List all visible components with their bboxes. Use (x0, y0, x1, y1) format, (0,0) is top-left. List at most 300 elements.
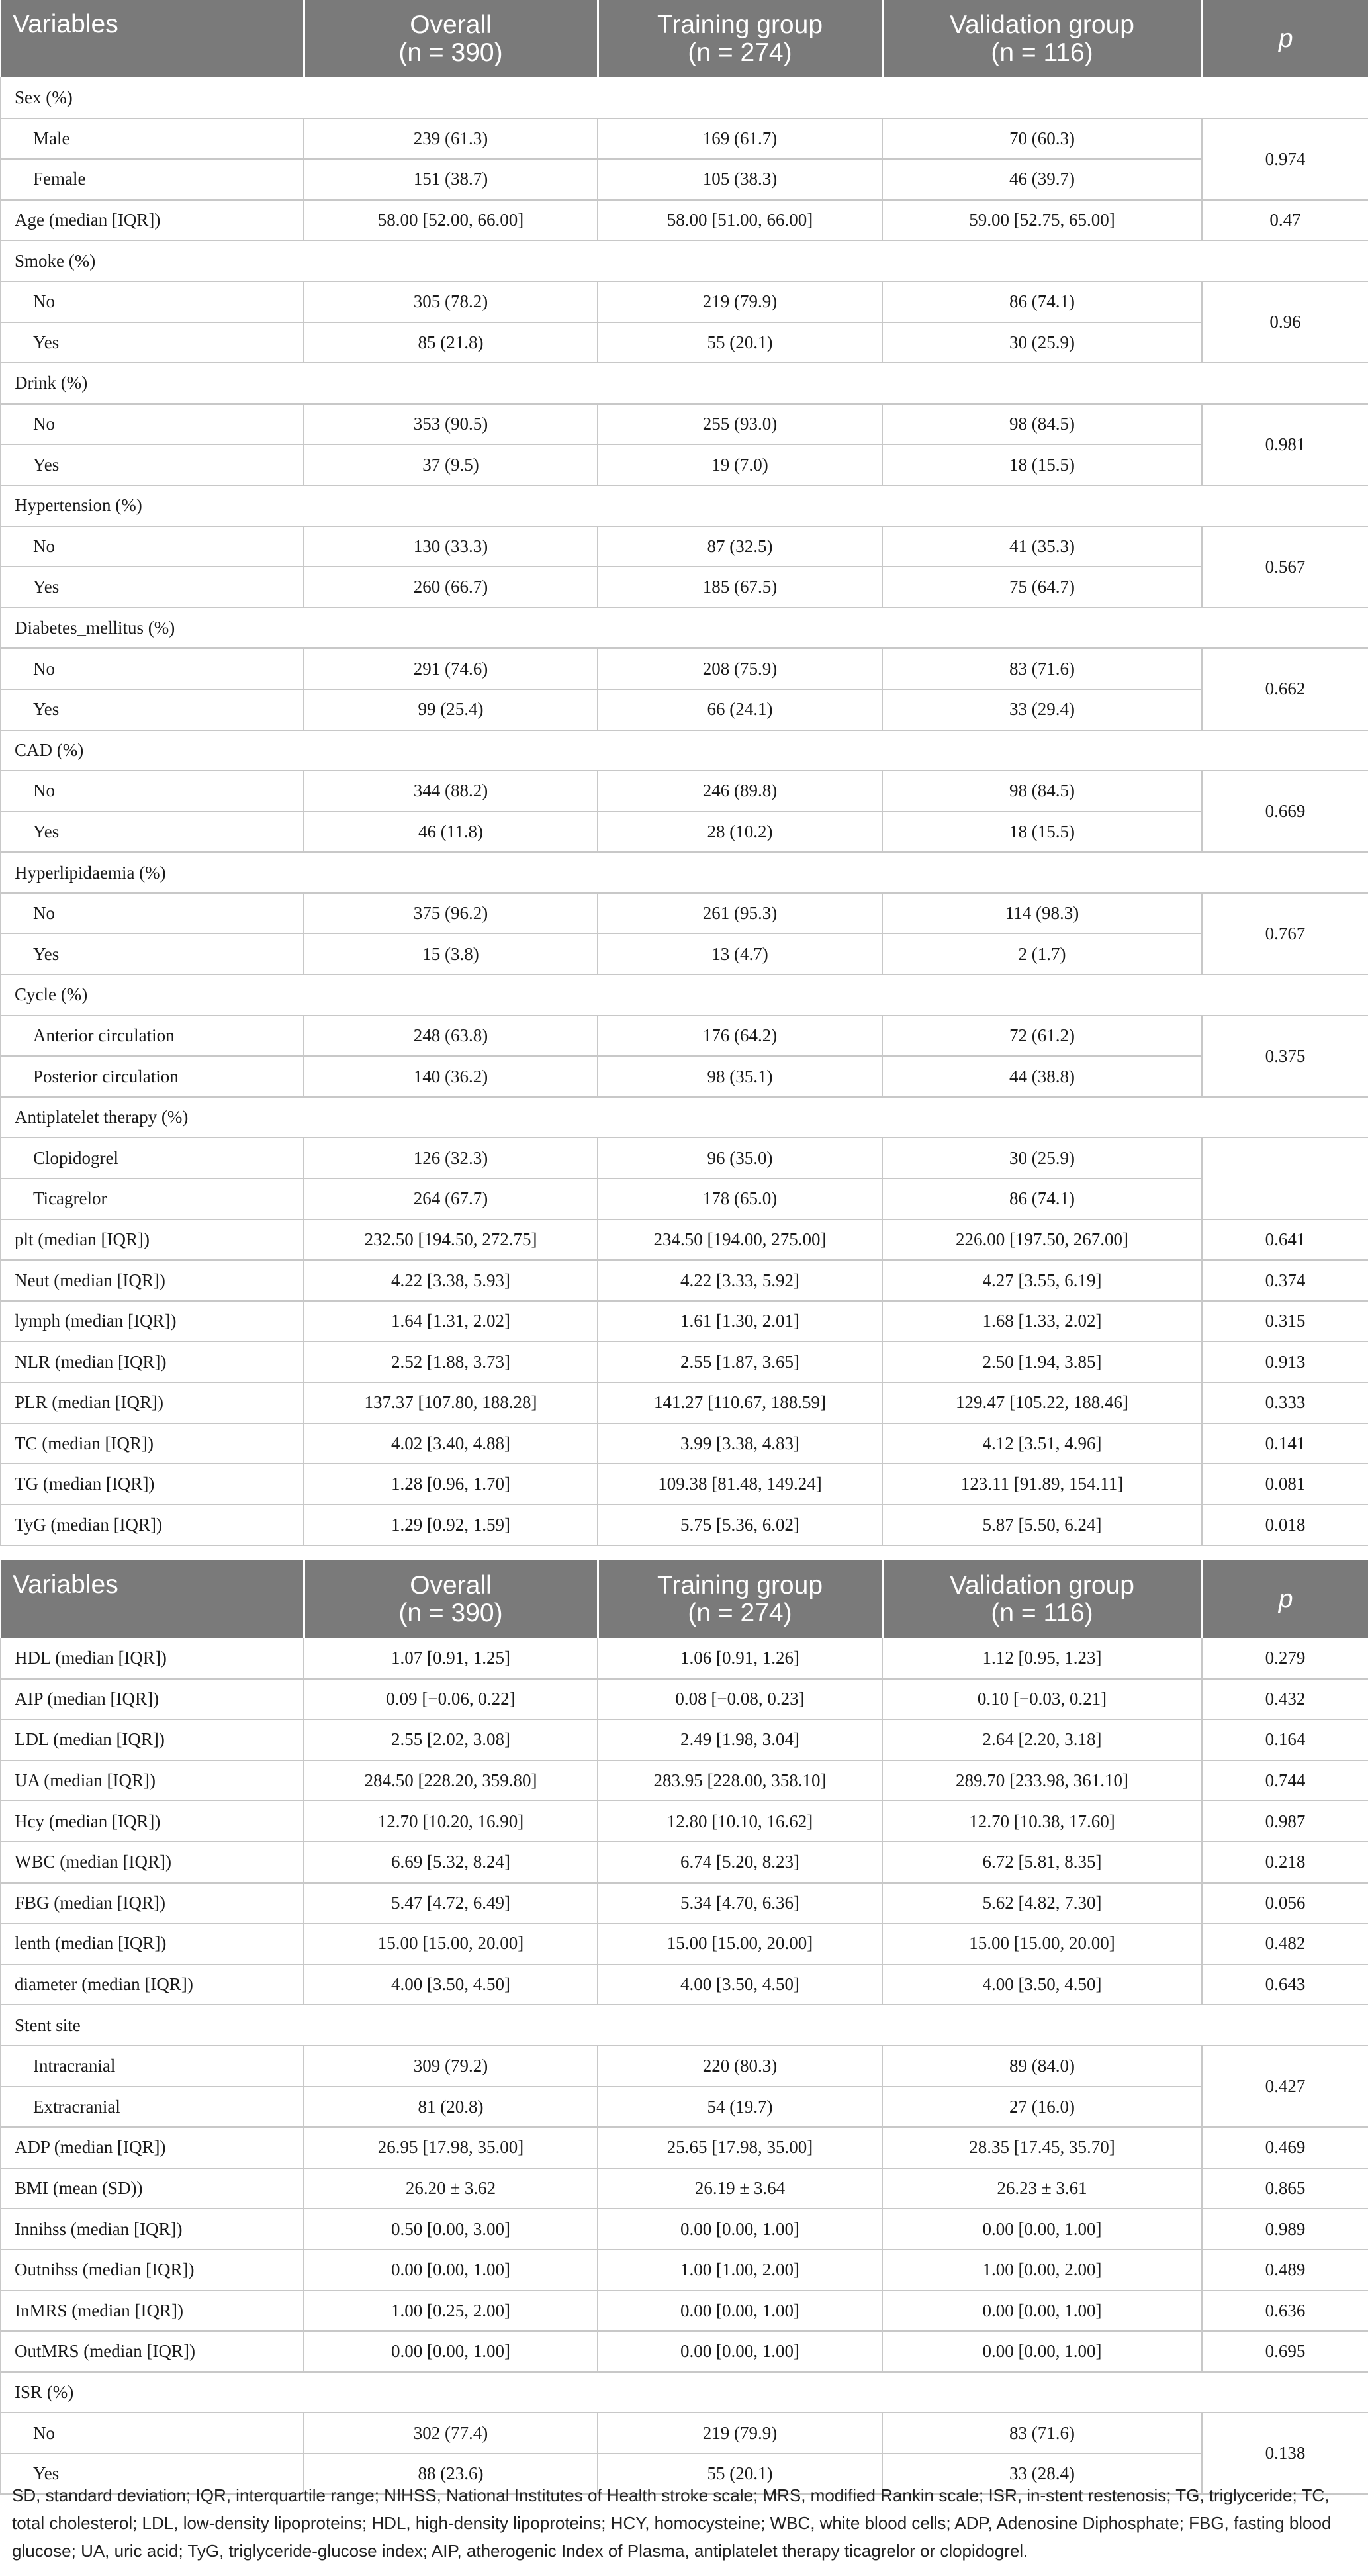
training-value: 255 (93.0) (598, 404, 882, 445)
table-row (1, 1016, 1368, 1057)
overall-value: 58.00 [52.00, 66.00] (304, 200, 598, 241)
variable-label: Intracranial (1, 2046, 304, 2087)
validation-value: 30 (25.9) (882, 1137, 1202, 1178)
validation-value: 98 (84.5) (882, 404, 1202, 445)
validation-value: 70 (60.3) (882, 119, 1202, 160)
overall-value: 264 (67.7) (304, 1178, 598, 1219)
p-value: 0.432 (1202, 1679, 1368, 1720)
p-value: 0.641 (1202, 1219, 1368, 1261)
validation-value: 2 (1.7) (882, 933, 1202, 975)
training-value: 4.22 [3.33, 5.92] (598, 1260, 882, 1301)
validation-value: 33 (28.4) (882, 2454, 1202, 2495)
variable-label: Yes (1, 812, 304, 853)
overall-value: 302 (77.4) (304, 2412, 598, 2454)
category-label: CAD (%) (1, 730, 1368, 771)
validation-value: 30 (25.9) (882, 322, 1202, 363)
table-row (1, 1760, 1368, 1801)
training-value: 58.00 [51.00, 66.00] (598, 200, 882, 241)
overall-value: 15 (3.8) (304, 933, 598, 975)
variable-label: No (1, 893, 304, 934)
table-row (1, 1301, 1368, 1342)
validation-value: 4.27 [3.55, 6.19] (882, 1260, 1202, 1301)
variable-label: TC (median [IQR]) (1, 1423, 304, 1464)
training-value: 105 (38.3) (598, 159, 882, 200)
overall-value: 0.00 [0.00, 1.00] (304, 2331, 598, 2372)
variable-label: TyG (median [IQR]) (1, 1505, 304, 1546)
category-label: Drink (%) (1, 363, 1368, 404)
header-validation-label: Validation group (950, 1570, 1134, 1599)
training-value: 1.00 [1.00, 2.00] (598, 2250, 882, 2291)
training-value: 246 (89.8) (598, 771, 882, 812)
header-p: p (1278, 1584, 1293, 1613)
table-row (1, 322, 1368, 363)
validation-value: 1.12 [0.95, 1.23] (882, 1638, 1202, 1679)
table-row (1, 119, 1368, 160)
training-value: 96 (35.0) (598, 1137, 882, 1178)
training-value: 220 (80.3) (598, 2046, 882, 2087)
variable-label: Neut (median [IQR]) (1, 1260, 304, 1301)
table-header-row (1, 1560, 1368, 1638)
variable-label: HDL (median [IQR]) (1, 1638, 304, 1679)
table-row (1, 1260, 1368, 1301)
category-row (1, 2005, 1368, 2046)
variable-label: ADP (median [IQR]) (1, 2127, 304, 2168)
table-row (1, 2127, 1368, 2168)
validation-value: 123.11 [91.89, 154.11] (882, 1464, 1202, 1505)
training-value: 283.95 [228.00, 358.10] (598, 1760, 882, 1801)
training-value: 185 (67.5) (598, 567, 882, 608)
validation-value: 4.12 [3.51, 4.96] (882, 1423, 1202, 1464)
validation-value: 18 (15.5) (882, 444, 1202, 485)
training-value: 109.38 [81.48, 149.24] (598, 1464, 882, 1505)
overall-value: 248 (63.8) (304, 1016, 598, 1057)
category-row (1, 975, 1368, 1016)
table-row (1, 1423, 1368, 1464)
validation-value: 41 (35.3) (882, 526, 1202, 567)
category-row (1, 485, 1368, 526)
p-value: 0.636 (1202, 2291, 1368, 2332)
variable-label: Clopidogrel (1, 1137, 304, 1178)
training-value: 54 (19.7) (598, 2087, 882, 2128)
validation-value: 98 (84.5) (882, 771, 1202, 812)
p-value: 0.987 (1202, 1801, 1368, 1842)
overall-value: 5.47 [4.72, 6.49] (304, 1883, 598, 1924)
category-label: Diabetes_mellitus (%) (1, 608, 1368, 649)
table-row (1, 2046, 1368, 2087)
overall-value: 151 (38.7) (304, 159, 598, 200)
table-row (1, 1341, 1368, 1382)
p-value: 0.47 (1202, 200, 1368, 241)
category-label: ISR (%) (1, 2372, 1368, 2413)
overall-value: 344 (88.2) (304, 771, 598, 812)
variable-label: lymph (median [IQR]) (1, 1301, 304, 1342)
header-p: p (1278, 24, 1293, 53)
training-value: 178 (65.0) (598, 1178, 882, 1219)
header-variables: Variables (1, 0, 304, 77)
validation-value: 5.62 [4.82, 7.30] (882, 1883, 1202, 1924)
validation-value: 6.72 [5.81, 8.35] (882, 1842, 1202, 1883)
validation-value: 1.68 [1.33, 2.02] (882, 1301, 1202, 1342)
variable-label: OutMRS (median [IQR]) (1, 2331, 304, 2372)
category-row (1, 240, 1368, 281)
p-value: 0.981 (1202, 404, 1368, 485)
category-row (1, 77, 1368, 119)
training-value: 12.80 [10.10, 16.62] (598, 1801, 882, 1842)
table-row (1, 2209, 1368, 2250)
category-label: Hypertension (%) (1, 485, 1368, 526)
table-row (1, 2168, 1368, 2209)
p-value: 0.669 (1202, 771, 1368, 852)
p-value: 0.427 (1202, 2046, 1368, 2127)
baseline-table-part-2 (0, 1560, 1368, 2495)
header-validation-n: (n = 116) (991, 38, 1093, 67)
validation-value: 27 (16.0) (882, 2087, 1202, 2128)
table-row (1, 1964, 1368, 2005)
variable-label: Outnihss (median [IQR]) (1, 2250, 304, 2291)
category-row (1, 608, 1368, 649)
table-row (1, 1638, 1368, 1679)
training-value: 98 (35.1) (598, 1056, 882, 1097)
variable-label: plt (median [IQR]) (1, 1219, 304, 1261)
table-row (1, 1219, 1368, 1261)
overall-value: 1.00 [0.25, 2.00] (304, 2291, 598, 2332)
table-row (1, 526, 1368, 567)
p-value: 0.218 (1202, 1842, 1368, 1883)
variable-label: Female (1, 159, 304, 200)
validation-value: 44 (38.8) (882, 1056, 1202, 1097)
training-value: 0.00 [0.00, 1.00] (598, 2209, 882, 2250)
variable-label: Posterior circulation (1, 1056, 304, 1097)
p-value: 0.138 (1202, 2412, 1368, 2494)
variable-label: Yes (1, 933, 304, 975)
training-value: 176 (64.2) (598, 1016, 882, 1057)
table-row (1, 1679, 1368, 1720)
table-row (1, 200, 1368, 241)
header-overall (304, 1560, 598, 1638)
p-value: 0.974 (1202, 119, 1368, 200)
variable-label: Ticagrelor (1, 1178, 304, 1219)
validation-value: 0.10 [−0.03, 0.21] (882, 1679, 1202, 1720)
overall-value: 4.02 [3.40, 4.88] (304, 1423, 598, 1464)
overall-value: 15.00 [15.00, 20.00] (304, 1923, 598, 1964)
variable-label: Innihss (median [IQR]) (1, 2209, 304, 2250)
validation-value: 2.50 [1.94, 3.85] (882, 1341, 1202, 1382)
training-value: 5.75 [5.36, 6.02] (598, 1505, 882, 1546)
table-row (1, 2250, 1368, 2291)
training-value: 19 (7.0) (598, 444, 882, 485)
header-overall-label: Overall (410, 10, 492, 39)
table-row (1, 404, 1368, 445)
training-value: 6.74 [5.20, 8.23] (598, 1842, 882, 1883)
overall-value: 12.70 [10.20, 16.90] (304, 1801, 598, 1842)
header-validation (882, 1560, 1202, 1638)
training-value: 55 (20.1) (598, 2454, 882, 2495)
overall-value: 1.28 [0.96, 1.70] (304, 1464, 598, 1505)
p-value: 0.662 (1202, 648, 1368, 730)
overall-value: 1.64 [1.31, 2.02] (304, 1301, 598, 1342)
p-value: 0.482 (1202, 1923, 1368, 1964)
validation-value: 5.87 [5.50, 6.24] (882, 1505, 1202, 1546)
validation-value: 289.70 [233.98, 361.10] (882, 1760, 1202, 1801)
table-row (1, 1382, 1368, 1423)
validation-value: 75 (64.7) (882, 567, 1202, 608)
validation-value: 83 (71.6) (882, 2412, 1202, 2454)
validation-value: 129.47 [105.22, 188.46] (882, 1382, 1202, 1423)
table-row (1, 812, 1368, 853)
table-row (1, 1719, 1368, 1760)
overall-value: 130 (33.3) (304, 526, 598, 567)
header-overall-n: (n = 390) (398, 38, 503, 67)
validation-value: 28.35 [17.45, 35.70] (882, 2127, 1202, 2168)
variable-label: No (1, 404, 304, 445)
variable-label: InMRS (median [IQR]) (1, 2291, 304, 2332)
header-validation-label: Validation group (950, 10, 1134, 39)
variable-label: Yes (1, 322, 304, 363)
variable-label: BMI (mean (SD)) (1, 2168, 304, 2209)
variable-label: Yes (1, 444, 304, 485)
variable-label: UA (median [IQR]) (1, 1760, 304, 1801)
validation-value: 72 (61.2) (882, 1016, 1202, 1057)
validation-value: 59.00 [52.75, 65.00] (882, 200, 1202, 241)
overall-value: 1.29 [0.92, 1.59] (304, 1505, 598, 1546)
variable-label: lenth (median [IQR]) (1, 1923, 304, 1964)
table-row (1, 1505, 1368, 1546)
p-value: 0.913 (1202, 1341, 1368, 1382)
training-value: 5.34 [4.70, 6.36] (598, 1883, 882, 1924)
training-value: 1.06 [0.91, 1.26] (598, 1638, 882, 1679)
overall-value: 137.37 [107.80, 188.28] (304, 1382, 598, 1423)
validation-value: 33 (29.4) (882, 689, 1202, 730)
variable-label: No (1, 771, 304, 812)
table-row (1, 2412, 1368, 2454)
p-value: 0.989 (1202, 2209, 1368, 2250)
p-value: 0.164 (1202, 1719, 1368, 1760)
overall-value: 309 (79.2) (304, 2046, 598, 2087)
variable-label: Anterior circulation (1, 1016, 304, 1057)
p-value: 0.018 (1202, 1505, 1368, 1546)
header-training-n: (n = 274) (688, 38, 792, 67)
overall-value: 85 (21.8) (304, 322, 598, 363)
table-row (1, 2291, 1368, 2332)
table-row (1, 1801, 1368, 1842)
validation-value: 86 (74.1) (882, 1178, 1202, 1219)
p-value: 0.744 (1202, 1760, 1368, 1801)
validation-value: 46 (39.7) (882, 159, 1202, 200)
overall-value: 305 (78.2) (304, 281, 598, 322)
variable-label: No (1, 2412, 304, 2454)
training-value: 28 (10.2) (598, 812, 882, 853)
table-row (1, 689, 1368, 730)
overall-value: 6.69 [5.32, 8.24] (304, 1842, 598, 1883)
p-value (1202, 1137, 1368, 1219)
variable-label: FBG (median [IQR]) (1, 1883, 304, 1924)
overall-value: 2.52 [1.88, 3.73] (304, 1341, 598, 1382)
overall-value: 284.50 [228.20, 359.80] (304, 1760, 598, 1801)
overall-value: 232.50 [194.50, 272.75] (304, 1219, 598, 1261)
variable-label: Extracranial (1, 2087, 304, 2128)
header-training-n: (n = 274) (688, 1598, 792, 1627)
p-value: 0.567 (1202, 526, 1368, 608)
category-row (1, 852, 1368, 893)
table-row (1, 1178, 1368, 1219)
validation-value: 0.00 [0.00, 1.00] (882, 2331, 1202, 2372)
training-value: 219 (79.9) (598, 281, 882, 322)
training-value: 261 (95.3) (598, 893, 882, 934)
p-value: 0.695 (1202, 2331, 1368, 2372)
training-value: 87 (32.5) (598, 526, 882, 567)
validation-value: 0.00 [0.00, 1.00] (882, 2209, 1202, 2250)
overall-value: 88 (23.6) (304, 2454, 598, 2495)
overall-value: 140 (36.2) (304, 1056, 598, 1097)
overall-value: 4.00 [3.50, 4.50] (304, 1964, 598, 2005)
p-value: 0.865 (1202, 2168, 1368, 2209)
overall-value: 0.00 [0.00, 1.00] (304, 2250, 598, 2291)
table-row (1, 1056, 1368, 1097)
overall-value: 4.22 [3.38, 5.93] (304, 1260, 598, 1301)
variable-label: No (1, 281, 304, 322)
table-row (1, 771, 1368, 812)
table-row (1, 1842, 1368, 1883)
header-overall-label: Overall (410, 1570, 492, 1599)
table-row (1, 444, 1368, 485)
overall-value: 0.50 [0.00, 3.00] (304, 2209, 598, 2250)
training-value: 0.00 [0.00, 1.00] (598, 2291, 882, 2332)
table-row (1, 1137, 1368, 1178)
training-value: 208 (75.9) (598, 648, 882, 689)
variable-label: Yes (1, 689, 304, 730)
p-value: 0.141 (1202, 1423, 1368, 1464)
p-value: 0.081 (1202, 1464, 1368, 1505)
header-training-label: Training group (657, 10, 823, 39)
variable-label: TG (median [IQR]) (1, 1464, 304, 1505)
training-value: 2.49 [1.98, 3.04] (598, 1719, 882, 1760)
category-label: Antiplatelet therapy (%) (1, 1097, 1368, 1138)
table-row (1, 159, 1368, 200)
overall-value: 1.07 [0.91, 1.25] (304, 1638, 598, 1679)
header-validation-n: (n = 116) (991, 1598, 1093, 1627)
overall-value: 26.20 ± 3.62 (304, 2168, 598, 2209)
validation-value: 18 (15.5) (882, 812, 1202, 853)
variable-label: diameter (median [IQR]) (1, 1964, 304, 2005)
training-value: 55 (20.1) (598, 322, 882, 363)
overall-value: 37 (9.5) (304, 444, 598, 485)
training-value: 25.65 [17.98, 35.00] (598, 2127, 882, 2168)
category-label: Hyperlipidaemia (%) (1, 852, 1368, 893)
variable-label: NLR (median [IQR]) (1, 1341, 304, 1382)
p-value: 0.279 (1202, 1638, 1368, 1679)
variable-label: Age (median [IQR]) (1, 200, 304, 241)
training-value: 0.08 [−0.08, 0.23] (598, 1679, 882, 1720)
table-row (1, 893, 1368, 934)
training-value: 3.99 [3.38, 4.83] (598, 1423, 882, 1464)
variable-label: Hcy (median [IQR]) (1, 1801, 304, 1842)
header-training-label: Training group (657, 1570, 823, 1599)
validation-value: 0.00 [0.00, 1.00] (882, 2291, 1202, 2332)
overall-value: 0.09 [−0.06, 0.22] (304, 1679, 598, 1720)
table-row (1, 567, 1368, 608)
variable-label: PLR (median [IQR]) (1, 1382, 304, 1423)
variable-label: Yes (1, 2454, 304, 2495)
variable-label: AIP (median [IQR]) (1, 1679, 304, 1720)
variable-label: Male (1, 119, 304, 160)
table-body-part-1 (1, 77, 1368, 1545)
variable-label: No (1, 648, 304, 689)
table-row (1, 1464, 1368, 1505)
overall-value: 99 (25.4) (304, 689, 598, 730)
category-label: Smoke (%) (1, 240, 1368, 281)
training-value: 2.55 [1.87, 3.65] (598, 1341, 882, 1382)
training-value: 234.50 [194.00, 275.00] (598, 1219, 882, 1261)
training-value: 0.00 [0.00, 1.00] (598, 2331, 882, 2372)
variable-label: Yes (1, 567, 304, 608)
table-row (1, 2087, 1368, 2128)
category-row (1, 2372, 1368, 2413)
p-value: 0.056 (1202, 1883, 1368, 1924)
header-overall (304, 0, 598, 77)
category-row (1, 1097, 1368, 1138)
table-row (1, 1883, 1368, 1924)
training-value: 13 (4.7) (598, 933, 882, 975)
training-value: 4.00 [3.50, 4.50] (598, 1964, 882, 2005)
p-value: 0.315 (1202, 1301, 1368, 1342)
validation-value: 114 (98.3) (882, 893, 1202, 934)
table-row (1, 648, 1368, 689)
p-value: 0.469 (1202, 2127, 1368, 2168)
header-validation (882, 0, 1202, 77)
category-label: Stent site (1, 2005, 1368, 2046)
table-row (1, 1923, 1368, 1964)
table-row (1, 2331, 1368, 2372)
overall-value: 26.95 [17.98, 35.00] (304, 2127, 598, 2168)
training-value: 1.61 [1.30, 2.01] (598, 1301, 882, 1342)
validation-value: 86 (74.1) (882, 281, 1202, 322)
table-body-part-2 (1, 1638, 1368, 2494)
p-value: 0.96 (1202, 281, 1368, 363)
header-training (598, 1560, 882, 1638)
variable-label: No (1, 526, 304, 567)
header-overall-n: (n = 390) (398, 1598, 503, 1627)
validation-value: 2.64 [2.20, 3.18] (882, 1719, 1202, 1760)
overall-value: 260 (66.7) (304, 567, 598, 608)
overall-value: 375 (96.2) (304, 893, 598, 934)
category-label: Cycle (%) (1, 975, 1368, 1016)
overall-value: 353 (90.5) (304, 404, 598, 445)
header-variables: Variables (1, 1560, 304, 1638)
validation-value: 89 (84.0) (882, 2046, 1202, 2087)
validation-value: 15.00 [15.00, 20.00] (882, 1923, 1202, 1964)
validation-value: 12.70 [10.38, 17.60] (882, 1801, 1202, 1842)
variable-label: LDL (median [IQR]) (1, 1719, 304, 1760)
p-value: 0.767 (1202, 893, 1368, 975)
training-value: 15.00 [15.00, 20.00] (598, 1923, 882, 1964)
validation-value: 1.00 [0.00, 2.00] (882, 2250, 1202, 2291)
training-value: 26.19 ± 3.64 (598, 2168, 882, 2209)
table-footnote: SD, standard deviation; IQR, interquartile range; NIHSS, National Institutes of Health stroke scale; MRS, modified Rankin scale; ISR, in-stent restenosis; TG, triglyceride; TC, total cholesterol; LDL, low-density lipoproteins; HDL, high-density lipoproteins; HCY, homocysteine; WBC, white blood cells; ADP, Adenosine Diphosphate; FBG, fasting blood glucose; UA, uric acid; TyG, triglyceride-glucose index; AIP, atherogenic Index of Plasma, antiplatelet therapy ticagrelor or clopidogrel. (12, 2485, 1332, 2561)
overall-value: 81 (20.8) (304, 2087, 598, 2128)
training-value: 141.27 [110.67, 188.59] (598, 1382, 882, 1423)
validation-value: 83 (71.6) (882, 648, 1202, 689)
validation-value: 226.00 [197.50, 267.00] (882, 1219, 1202, 1261)
overall-value: 291 (74.6) (304, 648, 598, 689)
training-value: 169 (61.7) (598, 119, 882, 160)
table-row (1, 933, 1368, 975)
validation-value: 26.23 ± 3.61 (882, 2168, 1202, 2209)
p-value: 0.643 (1202, 1964, 1368, 2005)
table-header-row (1, 0, 1368, 77)
category-row (1, 730, 1368, 771)
validation-value: 4.00 [3.50, 4.50] (882, 1964, 1202, 2005)
category-label: Sex (%) (1, 77, 1368, 119)
